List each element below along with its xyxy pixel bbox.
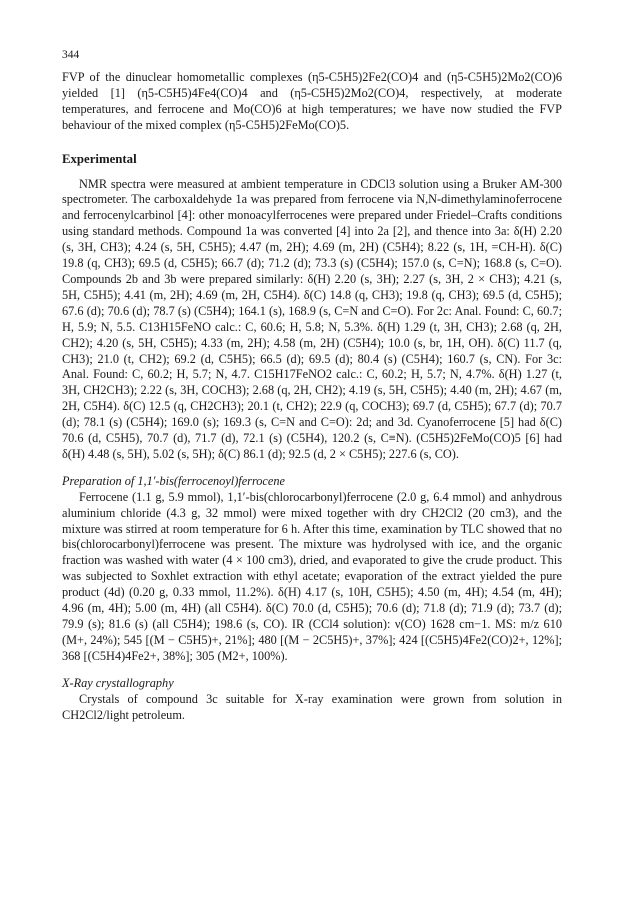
experimental-paragraph: NMR spectra were measured at ambient temperature in CDCl3 solution using a Bruker AM-300 spectrometer. The carboxaldehyde 1a was prepared from ferrocene via N,N-dimethylaminoferrocene and ferrocenylcarbinol [4]: other monoacylferrocenes were prepared under Friedel–Crafts conditions using standard methods. Compound 1a was converted [4] into 2a [2], and thence into 3a: δ(H) 2.20 (s, 3H, CH3); 4.24 (s, 5H, C5H5); 4.47 (m, 2H); 4.69 (m, 2H) (C5H4); 8.22 (s, 1H, =CH-H). δ(C) 19.8 (q, CH3); 69.5 (d, C5H5); 66.7 (d); 71.2 (d); 73.3 (s) (C5H4); 157.0 (s, C=N); 168.8 (s, C=O). Compounds 2b and 3b were prepared similarly: δ(H) 2.20 (s, 3H); 2.27 (s, 3H, 2 × CH3); 4.21 (s, 5H, C5H5); 4.41 (m, 2H); 4.69 (m, 2H, C5H4). δ(C) 14.8 (q, CH3); 19.8 (q, CH3); 69.5 (d, C5H5); 67.6 (d); 70.6 (d); 78.7 (s) (C5H4); 164.1 (s), 168.9 (s, C=N and C=O). For 2c: Anal. Found: C, 60.7; H, 5.9; N, 5.5. C13H15FeNO calc.: C, 60.6; H, 5.8; N, 5.3%. δ(H) 1.29 (t, 3H, CH3); 2.68 (q, 2H, CH2); 4.20 (s, 5H, C5H5); 4.33 (m, 2H); 4.58 (m, 2H) (C5H4); 10.0 (s, br, 1H, OH). δ(C) 11.7 (q, CH3); 21.0 (t, CH2); 69.2 (d, C5H5); 66.5 (d); 69.5 (d); 80.4 (s) (C5H4); 160.7 (s, CN). For 3c: Anal. Found: C, 60.2; H, 5.7; N, 4.7. C15H17FeNO2 calc.: C, 60.2; H, 5.7; N, 4.7%. δ(H) 1.27 (t, 3H, CH2CH3); 2.22 (s, 3H, COCH3); 2.68 (q, 2H, CH2); 4.19 (s, 5H, C5H5); 4.40 (m, 2H); 4.67 (m, 2H, C5H4). δ(C) 12.5 (q, CH2CH3); 20.1 (t, CH2); 22.9 (q, COCH3); 69.7 (d, C5H5); 67.7 (d); 70.7 (d); 78.1 (s) (C5H4); 169.0 (s); 169.3 (s, C=N and C=O): 2d; and 3d. Cyanoferrocene [5] had δ(C) 70.6 (d, C5H5), 70.7 (d), 71.7 (d), 72.1 (s) (C5H4), 120.2 (s, C≡N). (C5H5)2FeMo(CO)5 [6] had δ(H) 4.48 (s, 5H), 5.02 (s, 5H); δ(C) 86.1 (d); 92.5 (d, 2 × C5H5); 227.6 (s, CO).	[62, 176, 562, 461]
xray-heading: X-Ray crystallography	[62, 675, 174, 690]
preparation-heading: Preparation of 1,1′-bis(ferrocenoyl)ferrocene	[62, 473, 285, 488]
preparation-paragraph: Ferrocene (1.1 g, 5.9 mmol), 1,1′-bis(chlorocarbonyl)ferrocene (2.0 g, 6.4 mmol) and anhydrous aluminium chloride (4.3 g, 32 mmol) were mixed together with dry CH2Cl2 (20 cm3), and the mixture was stirred at room temperature for 6 h. After this time, examination by TLC showed that no bis(chlorocarbonyl)ferrocene was present. The mixture was hydrolysed with ice, and the organic fraction was washed with water (4 × 100 cm3), dried, and evaporated to give the crude product. This was subjected to Soxhlet extraction with ethyl acetate; evaporation of the extract yielded the pure product (4d) (0.20 g, 0.33 mmol, 11.2%). δ(H) 4.17 (s, 10H, C5H5); 4.50 (m, 4H); 4.54 (m, 4H); 4.96 (m, 4H); 5.00 (m, 4H) (all C5H4). δ(C) 70.0 (d, C5H5); 70.6 (d); 71.8 (d); 71.9 (d); 73.7 (d); 79.9 (s); 81.6 (s) (all C5H4); 198.6 (s, CO). IR (CCl4 solution): ν(CO) 1628 cm−1. MS: m/z 610 (M+, 24%); 545 [(M − C5H5)+, 21%]; 480 [(M − 2C5H5)+, 37%]; 424 [(C5H5)4Fe2(CO)2+, 12%]; 368 [(C5H4)4Fe2+, 38%]; 305 (M2+, 100%).	[62, 489, 562, 663]
page-number: 344	[62, 49, 80, 61]
article-body	[62, 70, 562, 723]
experimental-heading: Experimental	[62, 151, 137, 166]
xray-paragraph: Crystals of compound 3c suitable for X-ray examination were grown from solution in CH2Cl2/light petroleum.	[62, 691, 562, 722]
intro-paragraph: FVP of the dinuclear homometallic complexes (η5-C5H5)2Fe2(CO)4 and (η5-C5H5)2Mo2(CO)6 yielded [1] (η5-C5H5)4Fe4(CO)4 and (η5-C5H5)2Mo2(CO)4, respectively, at moderate temperatures, and ferrocene and Mo(CO)6 at high temperatures; we have now studied the FVP behaviour of the mixed complex (η5-C5H5)2FeMo(CO)5.	[62, 70, 562, 132]
